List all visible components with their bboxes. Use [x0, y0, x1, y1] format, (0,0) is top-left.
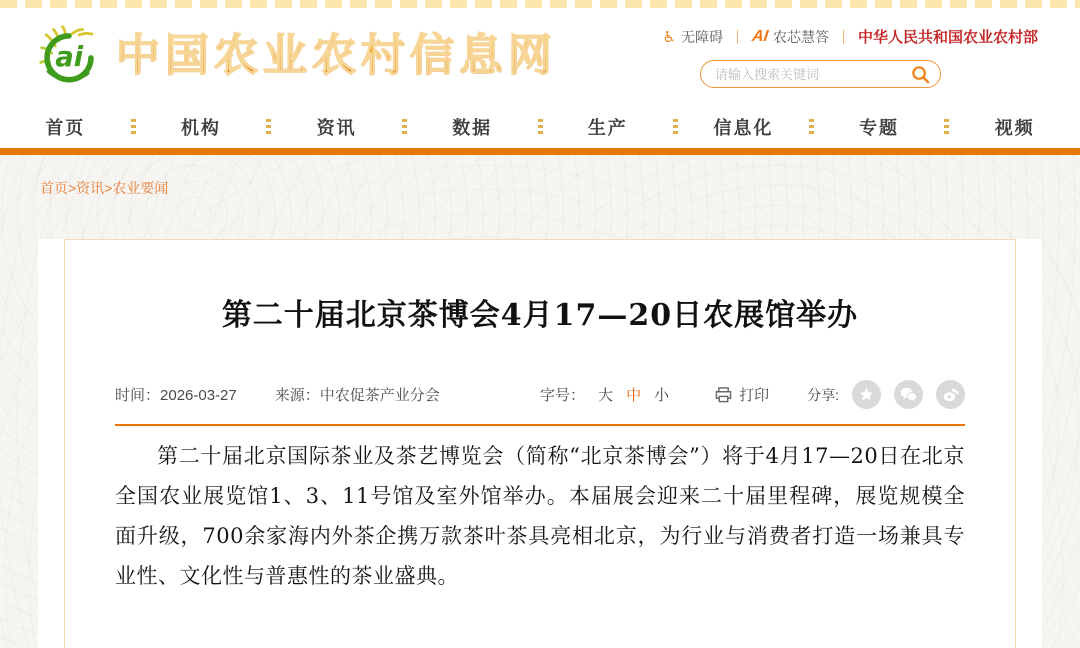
search-box — [700, 60, 941, 88]
print-button[interactable] — [715, 384, 769, 405]
nav-item-production[interactable]: 生产 — [587, 117, 628, 138]
nav-item-news[interactable]: 资讯 — [316, 117, 357, 138]
breadcrumb[interactable]: 首页>资讯>农业要闻 — [40, 180, 169, 196]
meta-right — [540, 380, 965, 409]
wheelchair-icon: ♿ — [662, 28, 676, 46]
ai-assistant-label: 农芯慧答 — [772, 28, 829, 45]
ai-logo-icon: AI — [750, 27, 770, 45]
time-label: 时间： — [115, 387, 161, 404]
weibo-icon — [943, 387, 959, 402]
article-body: 第二十届北京国际茶业及茶艺博览会（简称“北京茶博会”）将于4月17—20日在北京全国农业展览馆1、3、11号馆及室外馆举办。本届展会迎来二十届里程碑，展览规模全面升级，700余家海内外茶企携万款茶叶茶具亮相北京，为行业与消费者打造一场兼具专业性、文化性与普惠性的茶业盛典。 — [115, 444, 965, 588]
article-meta-row — [115, 380, 965, 409]
article-card — [38, 239, 1042, 648]
printer-icon — [715, 387, 732, 403]
article-box — [64, 239, 1016, 648]
fontsize-label: 字号： — [540, 387, 586, 404]
share-label: 分享: — [807, 386, 839, 403]
meta-source — [275, 384, 440, 405]
main-nav — [0, 105, 1080, 148]
ministry-link[interactable]: 中华人民共和国农业农村部 — [857, 29, 1038, 46]
nav-item-video[interactable]: 视频 — [994, 117, 1035, 138]
search-icon — [911, 65, 930, 84]
meta-left — [115, 384, 440, 405]
time-value: 2026-03-27 — [160, 387, 237, 404]
site-header — [0, 8, 1080, 105]
fontsize-medium-button[interactable]: 中 — [626, 387, 642, 404]
divider — [843, 30, 844, 44]
share-weibo-button[interactable] — [936, 380, 965, 409]
search-button[interactable] — [911, 65, 930, 84]
fontsize-group — [540, 384, 669, 405]
source-value: 中农促茶产业分会 — [319, 387, 440, 404]
meta-time — [115, 384, 237, 405]
svg-text:ai: ai — [55, 42, 84, 74]
nav-item-topics[interactable]: 专题 — [859, 117, 900, 138]
qzone-star-icon — [859, 387, 874, 402]
nav-item-home[interactable]: 首页 — [45, 117, 86, 138]
nav-item-data[interactable]: 数据 — [452, 117, 493, 138]
nav-accent-bar — [0, 148, 1080, 155]
site-title: 中国农业农村信息网 — [116, 25, 557, 87]
article-divider — [115, 424, 965, 426]
site-logo[interactable] — [36, 24, 557, 88]
share-wechat-button[interactable] — [894, 380, 923, 409]
top-links — [663, 26, 1038, 47]
print-label: 打印 — [739, 387, 770, 404]
fontsize-large-button[interactable]: 大 — [598, 387, 614, 404]
ai-assistant-link[interactable] — [752, 27, 829, 47]
share-group — [807, 380, 965, 409]
header-right — [663, 26, 1038, 88]
source-label: 来源： — [274, 387, 320, 404]
search-row — [700, 60, 1038, 88]
logo-wheat-icon — [36, 24, 102, 88]
nav-item-org[interactable]: 机构 — [180, 117, 221, 138]
share-qzone-button[interactable] — [852, 380, 881, 409]
article-title: 第二十届北京茶博会4月17—20日农展馆举办 — [221, 298, 859, 333]
search-input[interactable] — [715, 67, 895, 82]
divider — [737, 30, 738, 44]
accessibility-label: 无障碍 — [680, 28, 723, 45]
nav-item-informatization[interactable]: 信息化 — [713, 117, 774, 138]
main-content — [0, 155, 1080, 648]
wechat-icon — [900, 387, 917, 402]
fontsize-small-button[interactable]: 小 — [654, 387, 670, 404]
accessibility-link[interactable] — [663, 27, 723, 47]
top-decorative-border — [0, 0, 1080, 8]
